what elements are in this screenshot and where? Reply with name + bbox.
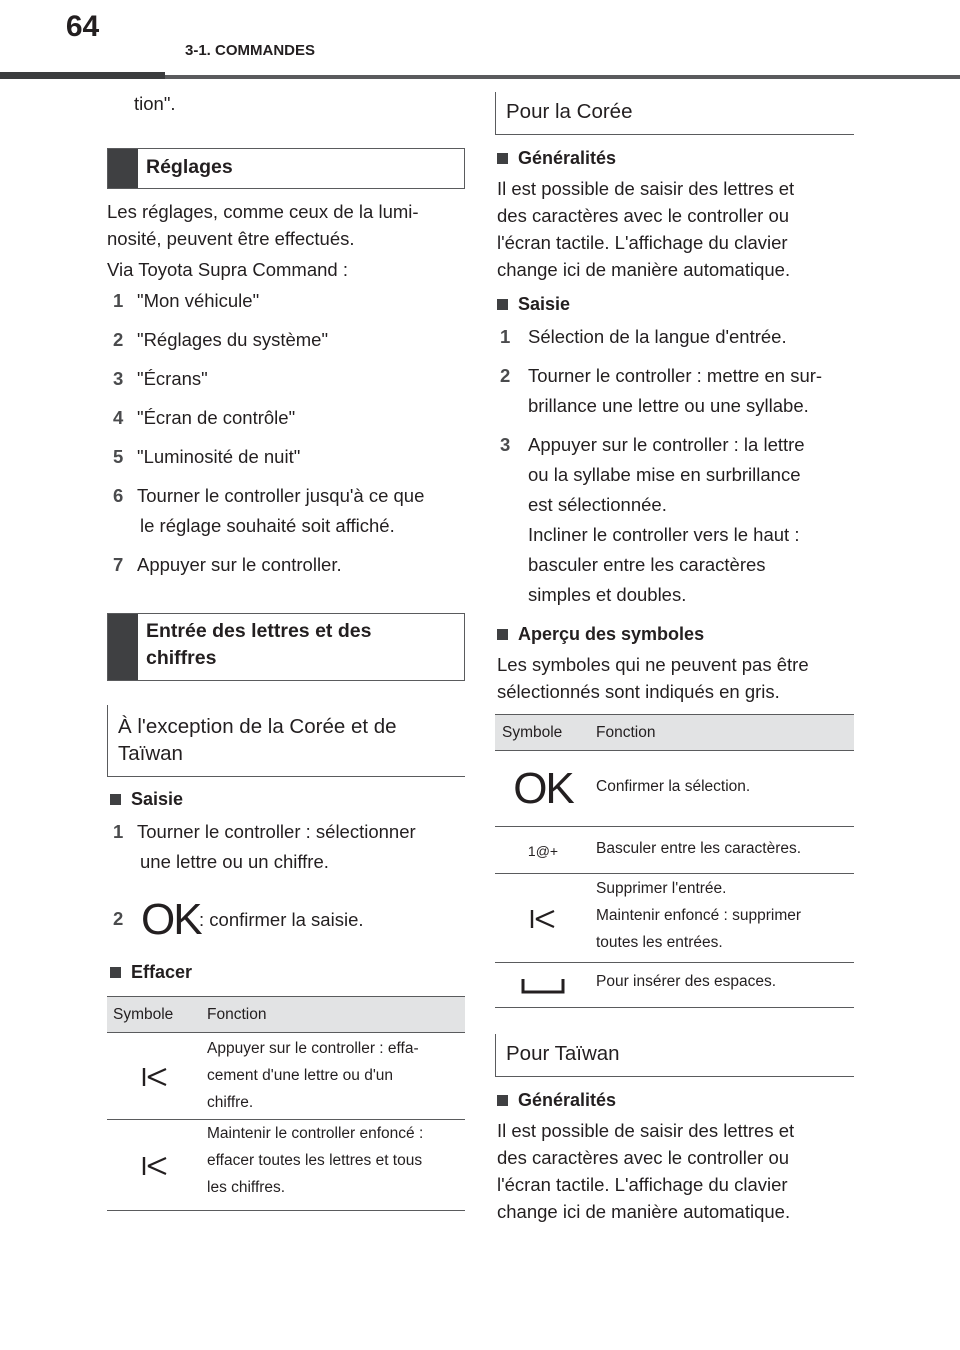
- table-row: [495, 827, 854, 874]
- step-item: 2: [113, 908, 124, 929]
- step-continuation: Incliner le controller vers le haut :: [528, 524, 800, 545]
- square-bullet-icon: [497, 1095, 508, 1106]
- cell-text: Pour insérer des espaces.: [596, 973, 777, 990]
- switch-chars-icon: 1@+: [527, 842, 559, 859]
- cell-text: effacer toutes les lettres et tous: [207, 1152, 423, 1169]
- section-title: 3-1. COMMANDES: [185, 42, 316, 59]
- step-continuation: basculer entre les caractères: [528, 554, 766, 575]
- paragraph-line: l'écran tactile. L'affichage du clavier: [497, 1174, 788, 1195]
- step-continuation: le réglage souhaité soit affiché.: [140, 515, 395, 536]
- header-rule-accent: [0, 72, 165, 79]
- cell-text: Maintenir enfoncé : supprimer: [596, 907, 802, 924]
- column-header: Fonction: [596, 724, 656, 741]
- table-row: [107, 1120, 465, 1211]
- step-item: 3 Appuyer sur le controller : la lettre: [500, 434, 805, 455]
- paragraph-line: des caractères avec le controller ou: [497, 205, 790, 226]
- cell-text: Supprimer l'entrée.: [596, 880, 727, 897]
- step-item: 5 "Luminosité de nuit": [113, 446, 301, 467]
- reglages-intro-line1: Les réglages, comme ceux de la lumi-: [107, 201, 419, 222]
- column-header: Symbole: [113, 1006, 174, 1023]
- effacer-table: [107, 996, 465, 1212]
- cell-text: chiffre.: [207, 1094, 254, 1111]
- step-item: 2 Tourner le controller : mettre en sur-: [500, 365, 823, 386]
- paragraph-line: Il est possible de saisir des lettres et: [497, 1120, 795, 1141]
- step-item: 6 Tourner le controller jusqu'à ce que: [113, 485, 425, 506]
- continuation-text: tion".: [134, 93, 176, 114]
- square-bullet-icon: [497, 629, 508, 640]
- heading-block: [108, 149, 138, 188]
- cell-text: cement d'une lettre ou d'un: [207, 1067, 394, 1084]
- subheading-coree: [495, 92, 854, 135]
- cell-text: toutes les entrées.: [596, 934, 723, 951]
- table-row: [495, 874, 854, 963]
- cell-text: Appuyer sur le controller : effa-: [207, 1040, 419, 1057]
- space-bar-icon: [495, 963, 591, 1008]
- reglages-via: Via Toyota Supra Command :: [107, 259, 348, 280]
- subheading-line2: Taïwan: [118, 742, 183, 765]
- table-row: [495, 751, 854, 827]
- square-bullet-icon: [110, 967, 121, 978]
- paragraph-line: Il est possible de saisir des lettres et: [497, 178, 795, 199]
- table-row: [495, 963, 854, 1008]
- apercu-title: Aperçu des symboles: [497, 622, 704, 646]
- step-item: 3 "Écrans": [113, 368, 208, 389]
- subheading-text: Pour Taïwan: [506, 1042, 620, 1065]
- effacer-title: Effacer: [110, 960, 192, 984]
- heading-text-line2: chiffres: [146, 647, 217, 669]
- backspace-arrow-icon: [107, 1120, 202, 1211]
- step-item: 1 Sélection de la langue d'entrée.: [500, 326, 787, 347]
- saisie-title: Saisie: [497, 292, 570, 316]
- page-number: 64: [0, 0, 165, 72]
- subheading-taiwan: [495, 1034, 854, 1077]
- square-bullet-icon: [497, 299, 508, 310]
- paragraph-line: l'écran tactile. L'affichage du clavier: [497, 232, 788, 253]
- step-item: 2 "Réglages du système": [113, 329, 329, 350]
- symbols-table: [495, 714, 854, 1009]
- heading-entree: [107, 613, 465, 681]
- paragraph-line: des caractères avec le controller ou: [497, 1147, 790, 1168]
- heading-text-line1: Entrée des lettres et des: [146, 620, 372, 642]
- saisie-title: Saisie: [110, 787, 183, 811]
- ok-icon: OK: [513, 764, 573, 813]
- generalites-title: Généralités: [497, 146, 616, 170]
- step-item: 1 Tourner le controller : sélectionner: [113, 821, 416, 842]
- paragraph-line: sélectionnés sont indiqués en gris.: [497, 681, 780, 702]
- square-bullet-icon: [110, 794, 121, 805]
- paragraph-line: change ici de manière automatique.: [497, 1201, 791, 1222]
- step-continuation: brillance une lettre ou une syllabe.: [528, 395, 809, 416]
- step-continuation: est sélectionnée.: [528, 494, 667, 515]
- step2-text: : confirmer la saisie.: [199, 909, 364, 930]
- step-item: 7 Appuyer sur le controller.: [113, 554, 342, 575]
- table-header: [495, 714, 854, 751]
- heading-text: Réglages: [146, 156, 233, 178]
- subheading-line1: À l'exception de la Corée et de: [118, 715, 397, 738]
- cell-text: Confirmer la sélection.: [596, 778, 751, 795]
- backspace-arrow-icon: [495, 874, 591, 963]
- step-continuation: simples et doubles.: [528, 584, 687, 605]
- page-header: [0, 0, 960, 80]
- cell-text: Basculer entre les caractères.: [596, 840, 802, 857]
- ok-icon: OK: [141, 895, 201, 944]
- cell-text: les chiffres.: [207, 1179, 286, 1196]
- reglages-intro-line2: nosité, peuvent être effectués.: [107, 228, 355, 249]
- paragraph-line: change ici de manière automatique.: [497, 259, 791, 280]
- column-header: Fonction: [207, 1006, 267, 1023]
- table-row: [107, 1033, 465, 1120]
- subheading-except-coree: [107, 705, 465, 777]
- heading-reglages: [107, 148, 465, 189]
- step-item: 1 "Mon véhicule": [113, 290, 260, 311]
- step-item: 4 "Écran de contrôle": [113, 407, 296, 428]
- square-bullet-icon: [497, 153, 508, 164]
- backspace-arrow-icon: [107, 1033, 202, 1120]
- heading-block: [108, 614, 138, 680]
- generalites-title: Généralités: [497, 1088, 616, 1112]
- table-header: [107, 996, 465, 1033]
- cell-text: Maintenir le controller enfoncé :: [207, 1125, 424, 1142]
- paragraph-line: Les symboles qui ne peuvent pas être: [497, 654, 809, 675]
- step-continuation: une lettre ou un chiffre.: [140, 851, 329, 872]
- step-continuation: ou la syllabe mise en surbrillance: [528, 464, 801, 485]
- column-header: Symbole: [502, 724, 563, 741]
- subheading-text: Pour la Corée: [506, 100, 633, 123]
